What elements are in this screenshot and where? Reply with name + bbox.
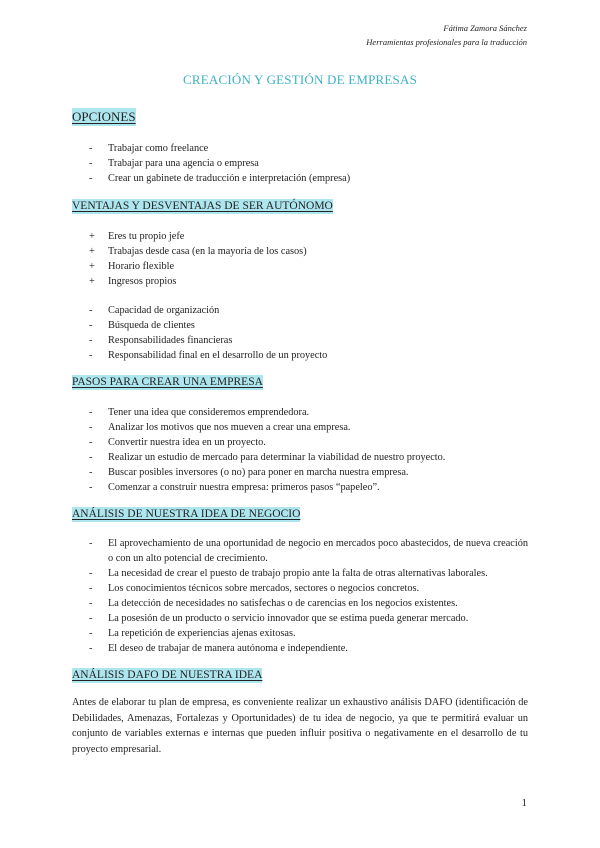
list-desventajas — [72, 303, 528, 363]
list-item: - Crear un gabinete de traducción e interpretación (empresa) — [89, 173, 351, 184]
list-analisis — [72, 536, 528, 656]
header-author: Fátima Zamora Sánchez — [443, 23, 527, 33]
list-ventajas — [72, 229, 528, 289]
list-item: + Eres tu propio jefe — [89, 231, 185, 242]
section-heading-pasos: PASOS PARA CREAR UNA EMPRESA — [72, 376, 263, 388]
list-item: + Trabajas desde casa (en la mayoría de los casos) — [89, 246, 307, 257]
list-item: - Capacidad de organización — [89, 305, 220, 316]
list-item: - Analizar los motivos que nos mueven a crear una empresa. — [89, 422, 351, 433]
dafo-paragraph: Antes de elaborar tu plan de empresa, es conveniente realizar un exhaustivo análisis DAFO (identificación de Debilidades, Amenazas, Fortalezas y Oportunidades) de tu idea de negocio, ya que te permitirá evaluar un conjunto de variables externas e internas que pueden influir positiva o negativamente en el desarrollo de tu proyecto empresarial. — [72, 697, 528, 755]
list-item: - Responsabilidad final en el desarrollo de un proyecto — [89, 350, 328, 361]
page-header — [366, 21, 527, 49]
list-item: - Responsabilidades financieras — [89, 335, 233, 346]
list-item: + Ingresos propios — [89, 276, 177, 287]
list-item: - Realizar un estudio de mercado para determinar la viabilidad de nuestro proyecto. — [89, 452, 446, 463]
list-item: - Los conocimientos técnicos sobre mercados, sectores o negocios concretos. — [89, 583, 420, 594]
page-number: 1 — [521, 797, 527, 809]
list-item: - La repetición de experiencias ajenas exitosas. — [89, 628, 296, 639]
list-item: - El deseo de trabajar de manera autónoma e independiente. — [89, 643, 348, 654]
list-item: + Horario flexible — [89, 261, 175, 272]
list-item: - Tener una idea que consideremos emprendedora. — [89, 407, 310, 418]
list-item: - Buscar posibles inversores (o no) para poner en marcha nuestra empresa. — [89, 467, 409, 478]
list-item: - Búsqueda de clientes — [89, 320, 195, 331]
list-item: - La detección de necesidades no satisfechas o de carencias en los negocios existentes. — [89, 598, 458, 609]
list-item: - Trabajar para una agencia o empresa — [89, 158, 259, 169]
list-opciones — [72, 141, 528, 186]
list-item: - Convertir nuestra idea en un proyecto. — [89, 437, 266, 448]
list-item: - La posesión de un producto o servicio innovador que se estima pueda generar mercado. — [89, 613, 469, 624]
list-item: - Trabajar como freelance — [89, 143, 209, 154]
list-pasos — [72, 405, 528, 495]
list-item: - El aprovechamiento de una oportunidad de negocio en mercados poco abastecidos, de nueva creación o con un alto potencial de crecimiento. — [89, 538, 528, 564]
list-item: - La necesidad de crear el puesto de trabajo propio ante la falta de otras alternativas laborales. — [89, 568, 488, 579]
section-heading-analisis: ANÁLISIS DE NUESTRA IDEA DE NEGOCIO — [72, 508, 301, 520]
document-title: CREACIÓN Y GESTIÓN DE EMPRESAS — [183, 72, 417, 87]
list-item: - Comenzar a construir nuestra empresa: primeros pasos “papeleo”. — [89, 482, 380, 493]
section-heading-opciones: OPCIONES — [72, 109, 136, 124]
header-course: Herramientas profesionales para la traducción — [366, 37, 527, 47]
section-heading-dafo: ANÁLISIS DAFO DE NUESTRA IDEA — [72, 669, 263, 681]
section-heading-autonomo: VENTAJAS Y DESVENTAJAS DE SER AUTÓNOMO — [72, 200, 333, 212]
